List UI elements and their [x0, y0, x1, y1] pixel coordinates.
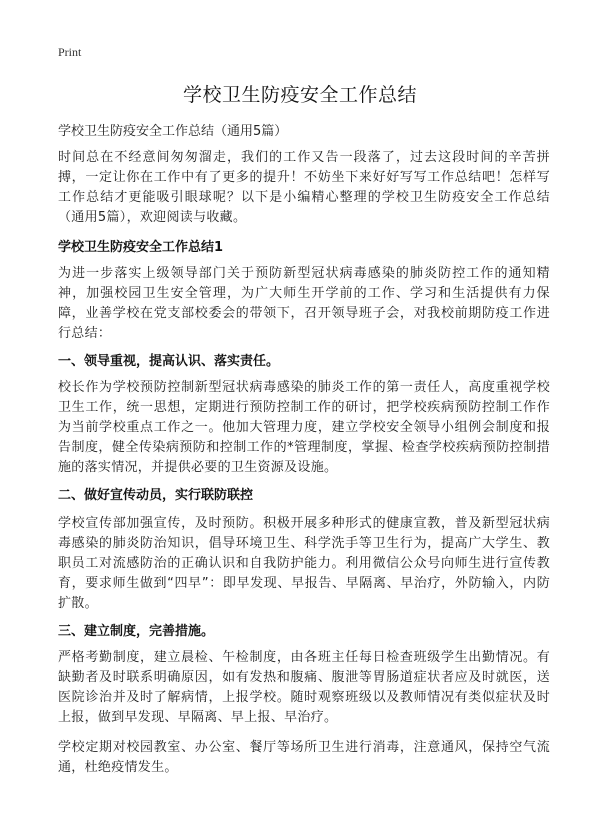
paragraph-1: 为进一步落实上级领导部门关于预防新型冠状病毒感染的肺炎防控工作的通知精神，加强校园卫生安全管理，为广大师生开学前的工作、学习和生活提供有力保障，业善学校在党支部校委会的带领下，召开领导班子会，对我校前期防疫工作进行总结： — [58, 266, 550, 341]
print-link[interactable]: Print — [58, 45, 82, 59]
heading-1: 一、领导重视，提高认识、落实责任。 — [58, 354, 280, 369]
paragraph-5: 学校定期对校园教室、办公室、餐厅等场所卫生进行消毒，注意通风，保持空气流通，杜绝疫情发生。 — [58, 740, 550, 775]
intro-paragraph: 时间总在不经意间匆匆溜走，我们的工作又告一段落了，过去这段时间的辛苦拼搏，一定让你在工作中有了更多的提升！不妨坐下来好好写写工作总结吧！怎样写工作总结才更能吸引眼球呢？以下是小编精心整理的学校卫生防疫安全工作总结（通用5篇），欢迎阅读与收藏。 — [58, 150, 550, 225]
document-title: 学校卫生防疫安全工作总结 — [182, 84, 417, 106]
paragraph-2: 校长作为学校预防控制新型冠状病毒感染的肺炎工作的第一责任人，高度重视学校卫生工作，统一思想，定期进行预防控制工作的研讨，把学校疾病预防控制工作作为当前学校重点工作之一。他加大管理力度，建立学校安全领导小组例会制度和报告制度，健全传染病预防和控制工作的*管理制度，掌握、检查学校疾病预防控制措施的落实情况，并提供必要的卫生资源及设施。 — [58, 380, 550, 475]
section-heading: 学校卫生防疫安全工作总结1 — [58, 240, 224, 255]
heading-3: 三、建立制度，完善措施。 — [58, 624, 215, 639]
paragraph-4: 严格考勤制度，建立晨检、午检制度，由各班主任每日检查班级学生出勤情况。有缺勤者及时联系明确原因，如有发热和腹痛、腹泄等胃肠道症状者应及时就医，送医院诊治并及时了解病情，上报学校。随时观察班级以及教师情况有类似症状及时上报，做到早发现、早隔离、早上报、早治疗。 — [58, 650, 550, 725]
document-subtitle: 学校卫生防疫安全工作总结（通用5篇） — [58, 124, 288, 139]
paragraph-3: 学校宣传部加强宣传，及时预防。积极开展多种形式的健康宣教，普及新型冠状病毒感染的肺炎防治知识，倡导环境卫生、科学洗手等卫生行为，提高广大学生、教职员工对流感防治的正确认识和自我防护能力。利用微信公众号向师生进行宣传教育，要求师生做到“四早”：即早发现、早报告、早隔离、早治疗，外防输入，内防扩散。 — [58, 516, 550, 611]
heading-2: 二、做好宣传动员，实行联防联控 — [58, 488, 254, 503]
